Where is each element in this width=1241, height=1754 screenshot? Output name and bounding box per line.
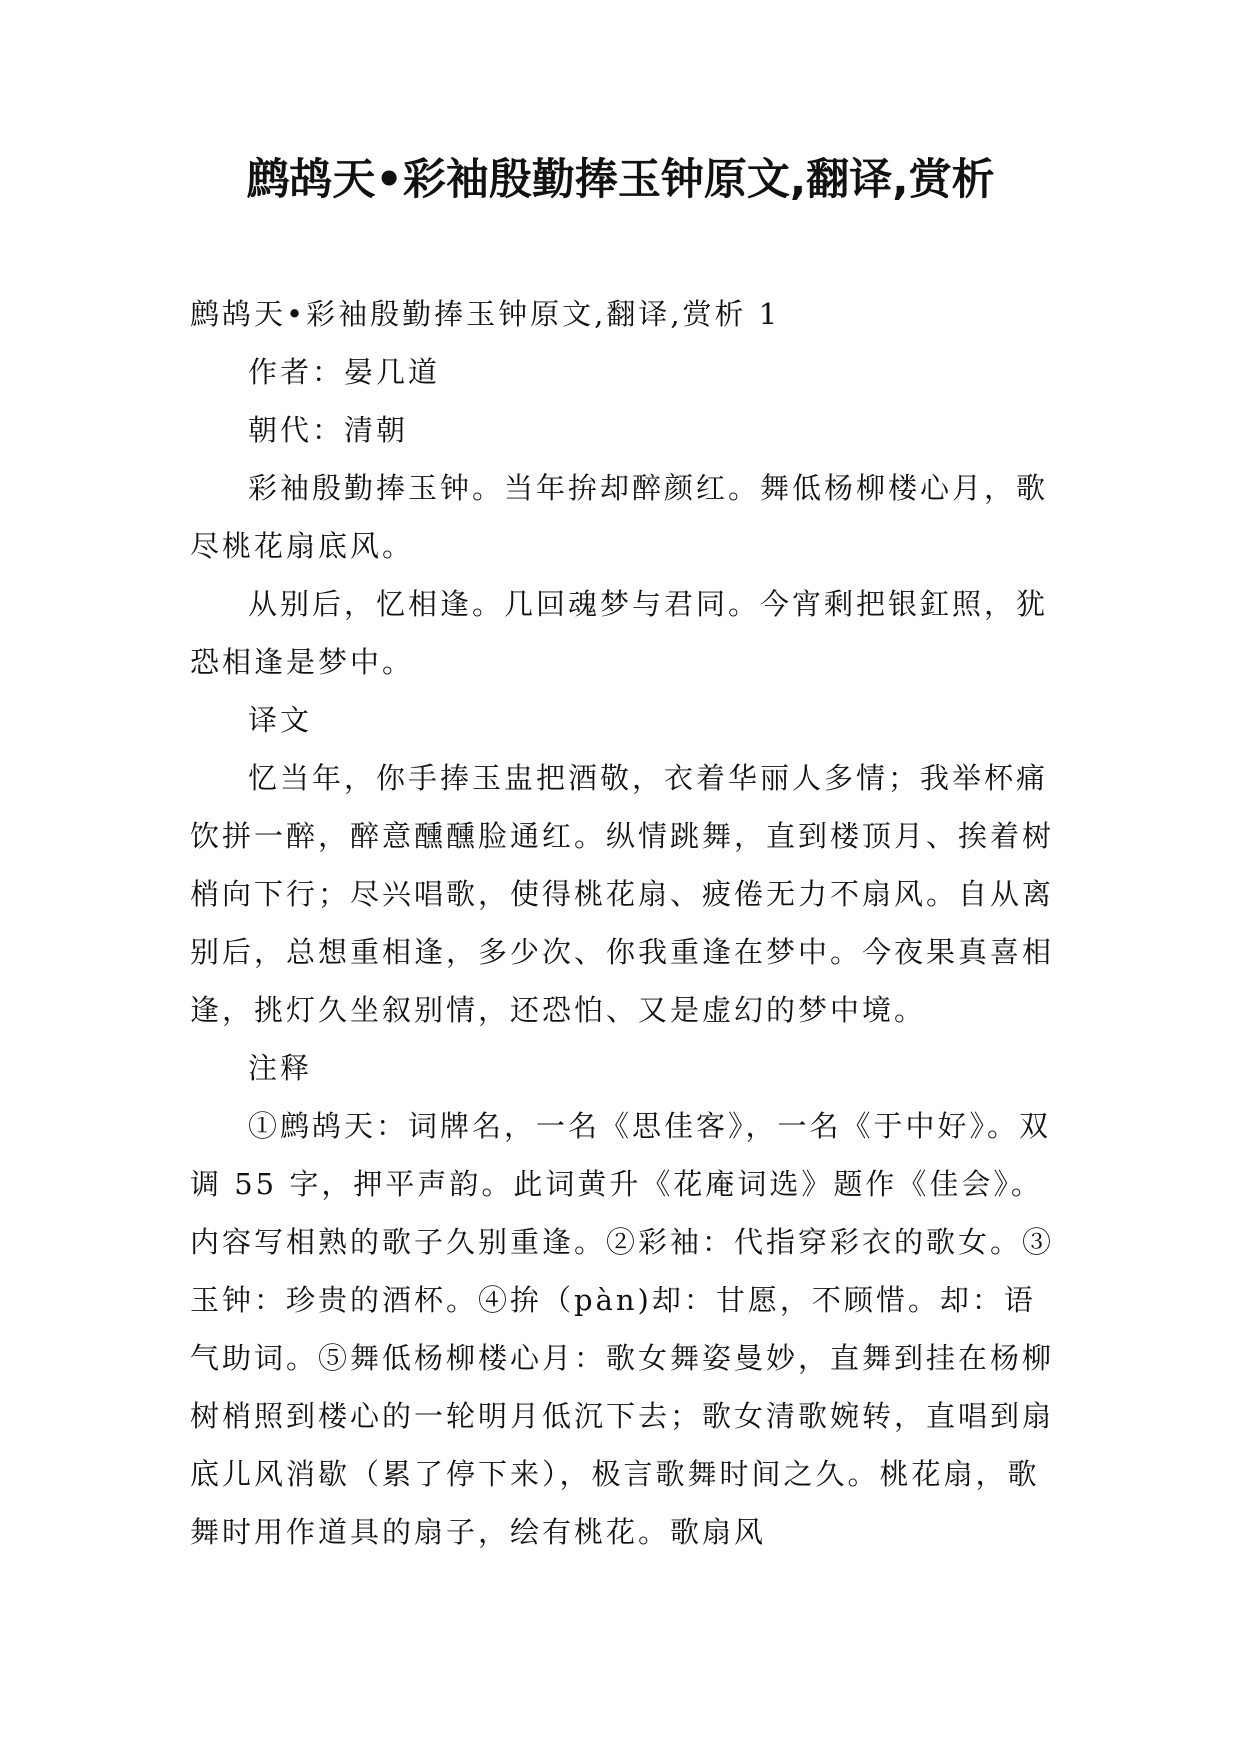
section-heading: 鹧鸪天•彩袖殷勤捧玉钟原文,翻译,赏析 1 — [190, 297, 781, 331]
author-line: 作者：晏几道 — [248, 355, 441, 389]
notes-text: ①鹧鸪天：词牌名，一名《思佳客》，一名《于中好》。双调 55 字，押平声韵。此词黄升《花庵词选》题作《佳会》。内容写相熟的歌子久别重逢。②彩袖：代指穿彩衣的歌女。③玉钟：珍贵的酒杯。④拚（pàn)却：甘愿，不顾惜。却：语气助词。⑤舞低杨柳楼心月：歌女舞姿曼妙，直舞到挂在杨柳树梢照到楼心的一轮明月低沉下去；歌女清歌婉转，直唱到扇底儿风消歇（累了停下来），极言歌舞时间之久。桃花扇，歌舞时用作道具的扇子，绘有桃花。歌扇风 — [190, 1109, 1055, 1549]
document-body — [190, 285, 1060, 1561]
poem-stanza-2: 从别后，忆相逢。几回魂梦与君同。今宵剩把银釭照，犹恐相逢是梦中。 — [190, 587, 1049, 679]
dynasty-line: 朝代：清朝 — [248, 413, 409, 447]
poem-stanza-1: 彩袖殷勤捧玉钟。当年拚却醉颜红。舞低杨柳楼心月，歌尽桃花扇底风。 — [190, 471, 1049, 563]
notes-heading: 注释 — [248, 1051, 313, 1085]
translation-heading: 译文 — [248, 703, 313, 737]
document-title: 鹧鸪天•彩袖殷勤捧玉钟原文,翻译,赏析 — [246, 155, 995, 205]
translation-text: 忆当年，你手捧玉盅把酒敬，衣着华丽人多情；我举杯痛饮拼一醉，醉意醺醺脸通红。纵情跳舞，直到楼顶月、挨着树梢向下行；尽兴唱歌，使得桃花扇、疲倦无力不扇风。自从离别后，总想重相逢，多少次、你我重逢在梦中。今夜果真喜相逢，挑灯久坐叙别情，还恐怕、又是虚幻的梦中境。 — [190, 761, 1055, 1027]
